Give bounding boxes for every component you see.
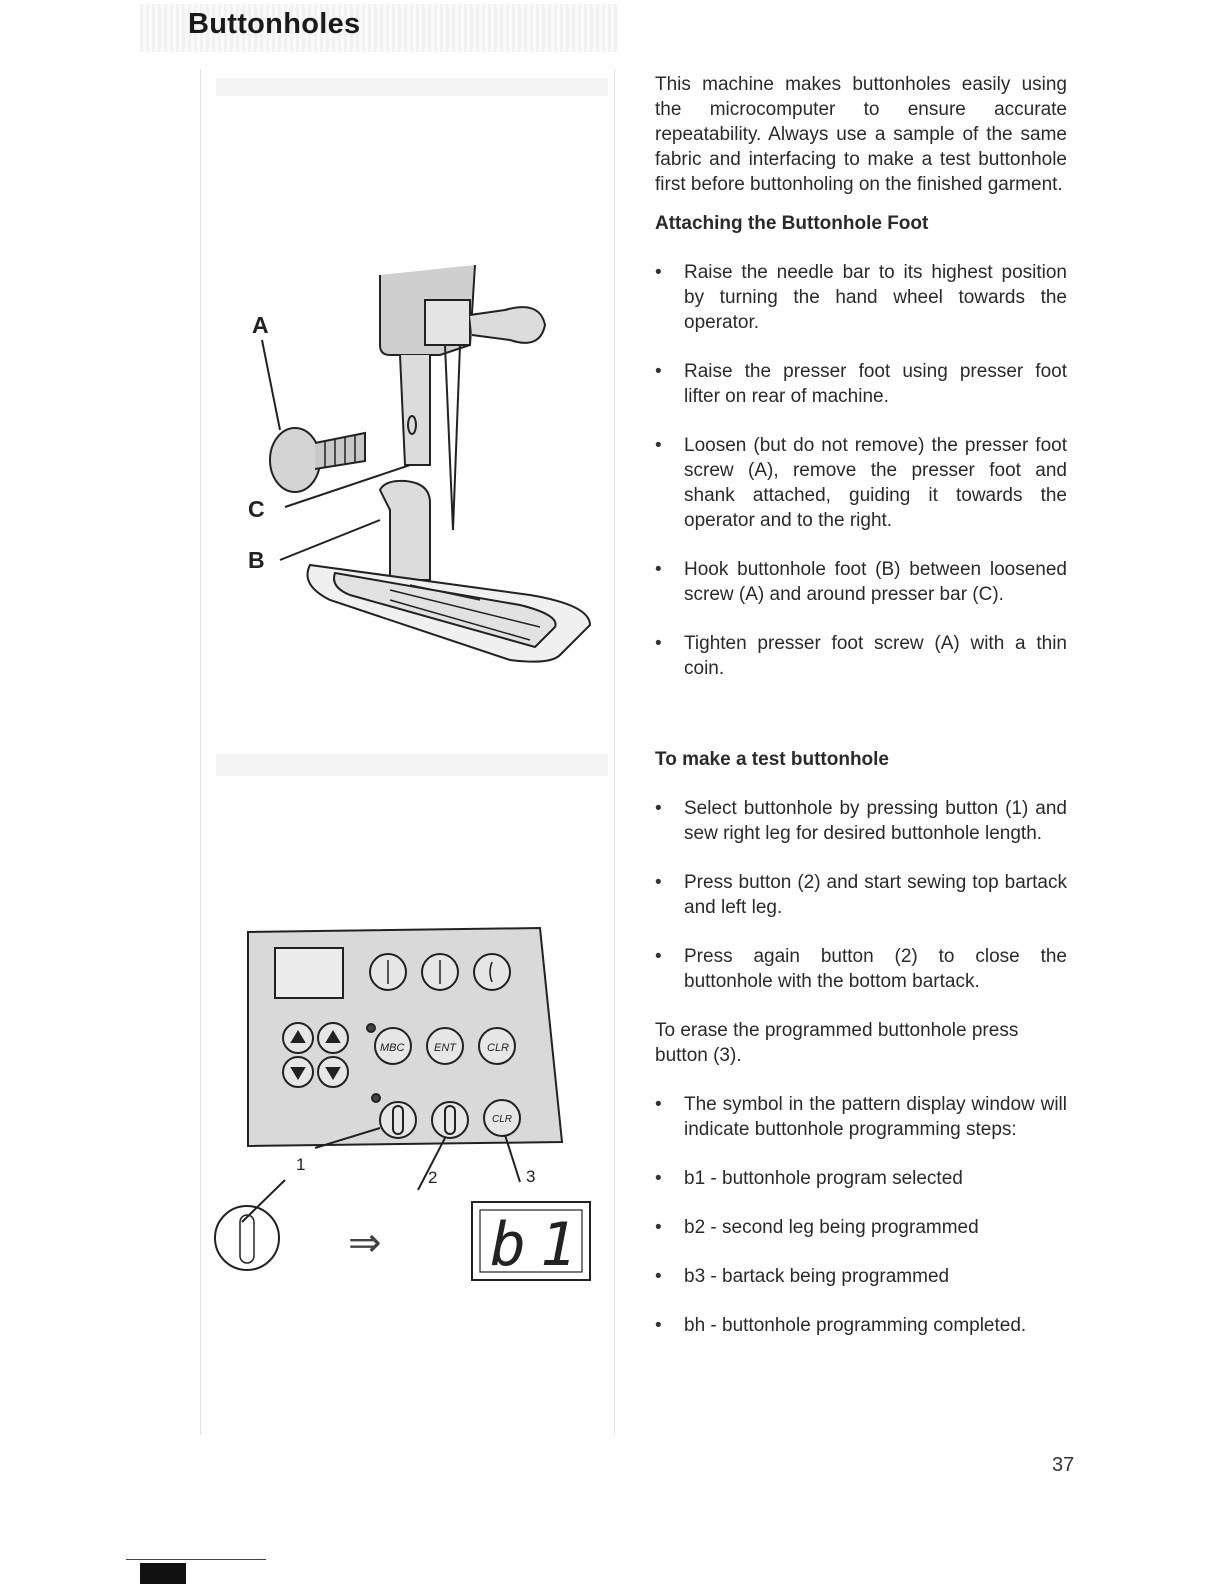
page-number: 37 [1052, 1454, 1075, 1476]
buttonhole-clr-button-label: CLR [492, 1114, 513, 1125]
callout-1: 1 [296, 1155, 306, 1174]
footer-rule [126, 1559, 266, 1560]
list-item: • b1 - buttonhole program selected [655, 1166, 1067, 1191]
list-item: • b3 - bartack being programmed [655, 1264, 1067, 1289]
attaching-steps [655, 260, 1067, 681]
list-item: • Hook buttonhole foot (B) between loosened screw (A) and around presser bar (C). [655, 557, 1067, 607]
pattern-button-3 [474, 954, 510, 990]
needle-thumbscrew [470, 307, 545, 343]
test-buttonhole-heading: To make a test buttonhole [655, 749, 890, 770]
leader-a [262, 340, 280, 430]
erase-note: To erase the programmed buttonhole press button (3). [655, 1020, 1019, 1066]
list-item: • Raise the presser foot using presser foot lifter on rear of machine. [655, 359, 1067, 409]
attaching-heading: Attaching the Buttonhole Foot [655, 213, 929, 234]
page-title: Buttonholes [188, 8, 361, 40]
memory-led [372, 1094, 380, 1102]
ghost-strip-top [216, 78, 608, 96]
footer-mark [140, 1563, 186, 1584]
test-steps [655, 796, 1067, 994]
list-item: • Press button (2) and start sewing top bartack and left leg. [655, 870, 1067, 920]
clr-button-label: CLR [487, 1042, 510, 1054]
callout-2: 2 [428, 1168, 438, 1187]
transition-arrow: ⇒ [348, 1220, 382, 1266]
list-item: • Loosen (but do not remove) the presser foot screw (A), remove the presser foot and shank attached, guiding it towards the operator and to the right. [655, 433, 1067, 533]
list-item: • The symbol in the pattern display window will indicate buttonhole programming steps: [655, 1092, 1067, 1142]
leader-b [280, 520, 380, 560]
callout-3: 3 [526, 1167, 536, 1186]
symbol-steps [655, 1092, 1067, 1338]
label-b: B [248, 547, 265, 573]
ent-button-label: ENT [434, 1042, 456, 1054]
presser-foot-illustration [240, 255, 610, 675]
presser-foot-screw [270, 428, 320, 492]
list-item: • Tighten presser foot screw (A) with a thin coin. [655, 631, 1067, 681]
display-readout: b1 [490, 1210, 591, 1280]
buttonhole-foot-shank [380, 481, 430, 580]
list-item: • Press again button (2) to close the buttonhole with the bottom bartack. [655, 944, 1067, 994]
indicator-led [367, 1024, 375, 1032]
needle-clamp [425, 300, 470, 345]
mbc-button-label: MBC [380, 1042, 405, 1054]
ghost-strip-middle [216, 754, 608, 776]
buttonhole-button-1 [380, 1102, 416, 1138]
presser-bar [400, 355, 430, 465]
label-a: A [252, 312, 269, 338]
buttonhole-button-2 [432, 1102, 468, 1138]
label-c: C [248, 496, 265, 522]
instructions-column [655, 72, 1067, 1362]
intro-paragraph: This machine makes buttonholes easily using the microcomputer to ensure accurate repeatability. Always use a sample of the same fabric and interfacing to make a test buttonhole first before buttonholing on the finished garment. [655, 74, 1067, 195]
list-item: • Raise the needle bar to its highest position by turning the hand wheel towards the operator. [655, 260, 1067, 335]
control-panel-illustration [200, 920, 620, 1300]
list-item: • bh - buttonhole programming completed. [655, 1313, 1067, 1338]
needle [445, 345, 460, 530]
panel-display-window [275, 948, 343, 998]
list-item: • Select buttonhole by pressing button (1) and sew right leg for desired buttonhole length. [655, 796, 1067, 846]
list-item: • b2 - second leg being programmed [655, 1215, 1067, 1240]
